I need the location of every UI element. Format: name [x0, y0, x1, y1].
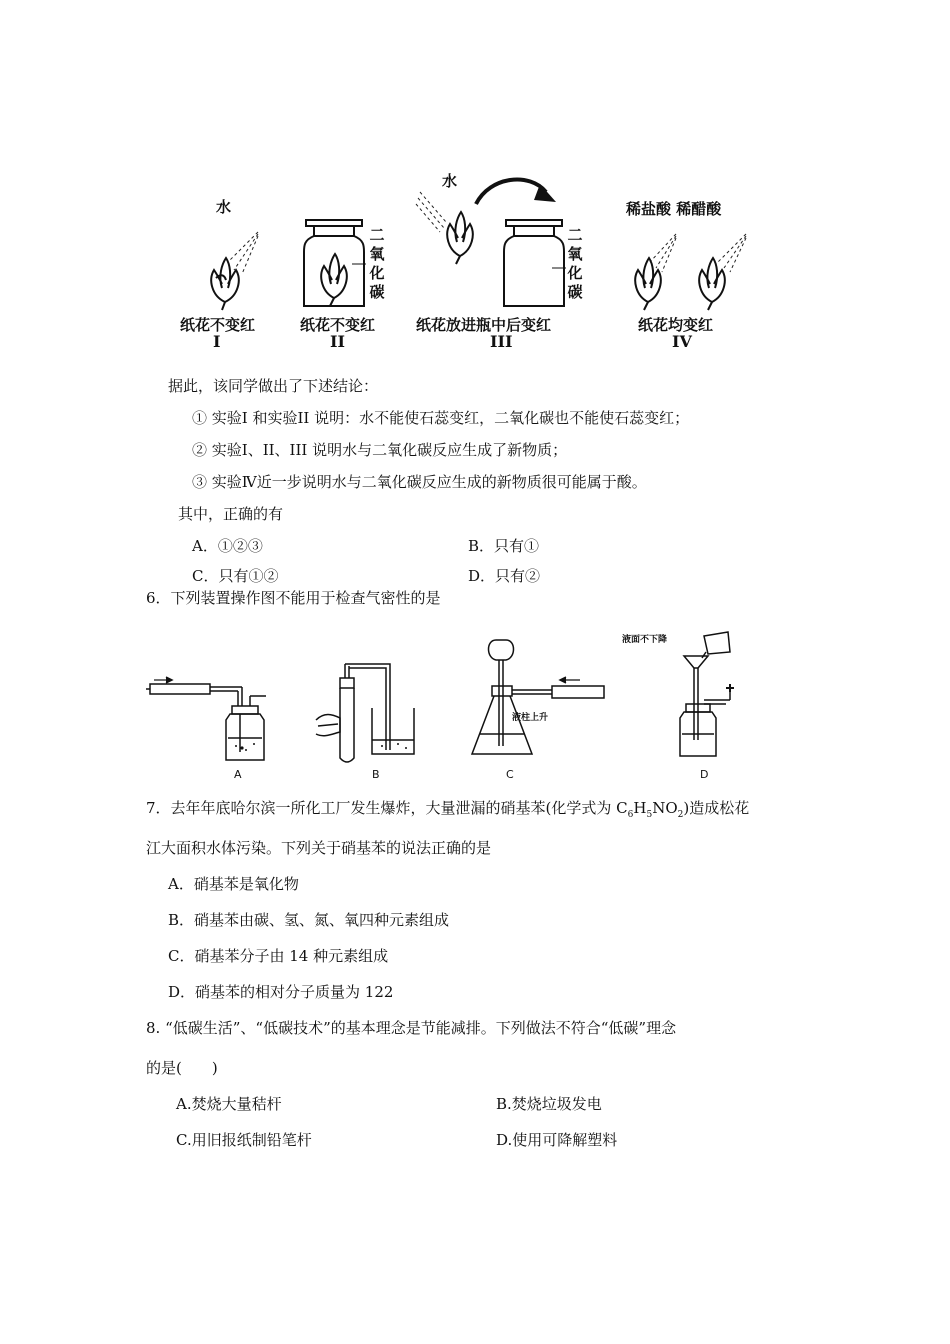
label-co2-2: 二氧化碳: [567, 226, 583, 301]
caption-4: 纸花均变红: [638, 316, 714, 334]
q5-prompt: 其中，正确的有: [178, 505, 284, 523]
paper-flower-icon: [690, 254, 734, 310]
q7-option-c: C．硝基苯分子由 14 种元素组成: [168, 947, 389, 965]
q7-option-d: D．硝基苯的相对分子质量为 122: [168, 983, 394, 1001]
q8-option-c: C.用旧报纸制铅笔杆: [176, 1131, 312, 1149]
label-liquid-rise: 液柱上升: [512, 713, 549, 723]
apparatus-label-a: A: [234, 768, 242, 781]
q7-stem-line-1: [146, 798, 749, 825]
q7-formula-sub: 2: [677, 810, 684, 820]
q5-option-b: B．只有①: [468, 537, 540, 555]
q7-option-a: A．硝基苯是氧化物: [168, 875, 299, 893]
spray-icon: [0, 0, 950, 360]
label-acids: 稀盐酸 稀醋酸: [626, 200, 722, 218]
q5-option-a: A．①②③: [192, 537, 263, 555]
q5-conclusion-1: ① 实验Ⅰ 和实验ⅠI 说明：水不能使石蕊变红，二氧化碳也不能使石蕊变红；: [192, 409, 690, 427]
caption-1: 纸花不变红: [180, 316, 256, 334]
q7-stem-part: )造成松花: [683, 799, 750, 817]
apparatus-c-icon: [470, 636, 610, 766]
q7-option-b: B．硝基苯由碳、氢、氮、氧四种元素组成: [168, 911, 450, 929]
caption-3: 纸花放进瓶中后变红: [416, 316, 552, 334]
apparatus-label-d: D: [700, 768, 709, 781]
q7-stem-part: 7．去年年底哈尔滨一所化工厂发生爆炸，大量泄漏的硝基苯(化学式为 C: [146, 799, 628, 817]
q8-stem-line-1: 8. “低碳生活”、“低碳技术”的基本理念是节能减排。下列做法不符合“低碳”理念: [146, 1019, 677, 1037]
q8-option-a: A.焚烧大量秸杆: [176, 1095, 282, 1113]
q5-conclusion-2: ② 实验Ⅰ、II、III 说明水与二氧化碳反应生成了新物质；: [192, 441, 568, 459]
q7-stem-line-2: 江大面积水体污染。下列关于硝基苯的说法正确的是: [146, 839, 492, 857]
q5-option-c: C．只有①②: [192, 567, 279, 585]
q5-conclusion-3: ③ 实验Ⅳ近一步说明水与二氧化碳反应生成的新物质很可能属于酸。: [192, 473, 647, 491]
q8-option-b: B.焚烧垃圾发电: [496, 1095, 602, 1113]
q8-stem-line-2: 的是( ): [146, 1059, 218, 1077]
apparatus-d-icon: [664, 630, 774, 770]
label-co2-1: 二氧化碳: [369, 226, 385, 301]
caption-2: 纸花不变红: [300, 316, 376, 334]
numeral-2: II: [330, 332, 345, 351]
paper-flower-icon: [626, 254, 670, 310]
numeral-4: IV: [672, 332, 692, 351]
q7-formula-part: H: [633, 799, 647, 817]
apparatus-label-b: B: [372, 768, 380, 781]
q7-formula-sub: 5: [646, 810, 653, 820]
q7-formula-sub: 6: [627, 810, 634, 820]
label-water-2: 水: [442, 172, 458, 190]
q5-option-d: D．只有②: [468, 567, 541, 585]
apparatus-label-c: C: [506, 768, 514, 781]
apparatus-a-icon: [146, 676, 276, 766]
q6-stem: 6．下列装置操作图不能用于检查气密性的是: [146, 589, 441, 607]
apparatus-b-icon: [310, 660, 420, 770]
q7-formula-part: NO: [652, 799, 678, 817]
numeral-1: I: [213, 332, 221, 351]
label-level-not-drop: 液面不下降: [622, 635, 668, 645]
numeral-3: III: [490, 332, 513, 351]
q8-option-d: D.使用可降解塑料: [496, 1131, 618, 1149]
label-water-1: 水: [216, 198, 232, 216]
q5-intro: 据此，该同学做出了下述结论：: [168, 377, 379, 395]
